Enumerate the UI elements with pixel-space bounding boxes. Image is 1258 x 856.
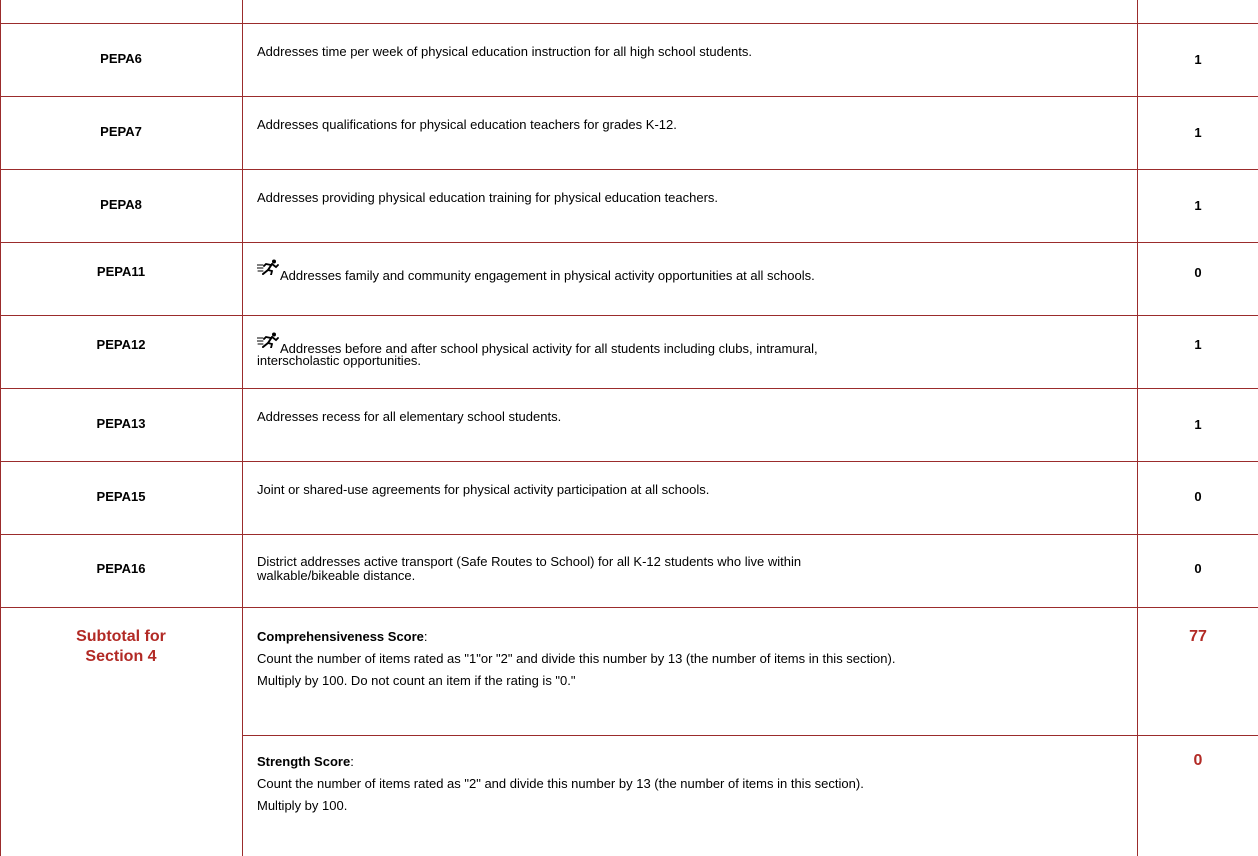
item-score: 1 [1194, 337, 1202, 352]
item-description [257, 483, 1127, 497]
description-line: Joint or shared-use agreements for physical activity participation at all schools. [257, 482, 710, 497]
description-line: Addresses recess for all elementary school students. [257, 409, 562, 424]
description-line: Addresses providing physical education training for physical education teachers. [257, 190, 719, 205]
item-score: 1 [1194, 52, 1202, 67]
border-col1 [242, 0, 243, 856]
item-score: 0 [1194, 489, 1202, 504]
description-line: District addresses active transport (Safe Routes to School) for all K-12 students who live within [257, 554, 802, 569]
strength-colon: : [350, 754, 354, 769]
runner-icon [257, 332, 279, 348]
item-score: 0 [1194, 561, 1202, 576]
subtotal-label [0, 627, 242, 667]
row-divider [0, 23, 1258, 24]
item-description [257, 555, 1127, 583]
comprehensiveness-instruction: Count the number of items rated as "1"or "2" and divide this number by 13 (the number of items in this section). [257, 651, 896, 666]
item-code: PEPA15 [96, 489, 146, 504]
description-line: Addresses time per week of physical education instruction for all high school students. [257, 44, 752, 59]
comprehensiveness-score-block [257, 626, 1137, 692]
subtotal-label-line: Subtotal for [76, 628, 166, 645]
subtotal-label-line: Section 4 [85, 648, 157, 665]
item-code: PEPA6 [100, 51, 142, 66]
comprehensiveness-colon: : [423, 629, 428, 644]
item-description [257, 45, 1127, 59]
description-line: walkable/bikeable distance. [257, 568, 416, 583]
description-line: Addresses family and community engagement in physical activity opportunities at all schools. [280, 268, 815, 283]
item-score: 1 [1194, 198, 1202, 213]
row-divider [0, 461, 1258, 462]
item-description [257, 259, 1127, 283]
description-line: Addresses qualifications for physical education teachers for grades K-12. [257, 117, 677, 132]
item-code: PEPA16 [96, 561, 146, 576]
strength-title: Strength Score [257, 754, 351, 769]
strength-score-value: 0 [1193, 752, 1203, 769]
row-divider [242, 735, 1258, 736]
item-code: PEPA11 [96, 264, 146, 279]
item-description [257, 410, 1127, 424]
strength-title-line [257, 751, 1137, 773]
row-divider [0, 242, 1258, 243]
row-divider [0, 315, 1258, 316]
comprehensiveness-score-value: 77 [1189, 628, 1207, 645]
item-code: PEPA12 [96, 337, 146, 352]
strength-instruction: Count the number of items rated as "2" and divide this number by 13 (the number of items in this section). [257, 776, 864, 791]
item-code: PEPA7 [100, 124, 142, 139]
comprehensiveness-title: Comprehensiveness Score [257, 629, 424, 644]
item-code: PEPA13 [96, 416, 146, 431]
strength-score-block [257, 751, 1137, 817]
runner-icon [257, 259, 279, 275]
item-score: 1 [1194, 417, 1202, 432]
row-divider [0, 169, 1258, 170]
row-divider [0, 534, 1258, 535]
item-description [257, 191, 1127, 205]
comprehensiveness-instruction: Multiply by 100. Do not count an item if the rating is "0." [257, 673, 576, 688]
row-divider [0, 607, 1258, 608]
description-line: interscholastic opportunities. [257, 353, 422, 368]
row-divider [0, 96, 1258, 97]
description-line: Addresses before and after school physical activity for all students including clubs, intramural, [280, 341, 818, 356]
comprehensiveness-title-line [257, 626, 1137, 648]
item-score: 0 [1194, 265, 1202, 280]
item-description [257, 118, 1127, 132]
item-description [257, 332, 1127, 368]
row-divider [0, 388, 1258, 389]
strength-instruction: Multiply by 100. [257, 798, 348, 813]
item-code: PEPA8 [100, 197, 142, 212]
item-score: 1 [1194, 125, 1202, 140]
